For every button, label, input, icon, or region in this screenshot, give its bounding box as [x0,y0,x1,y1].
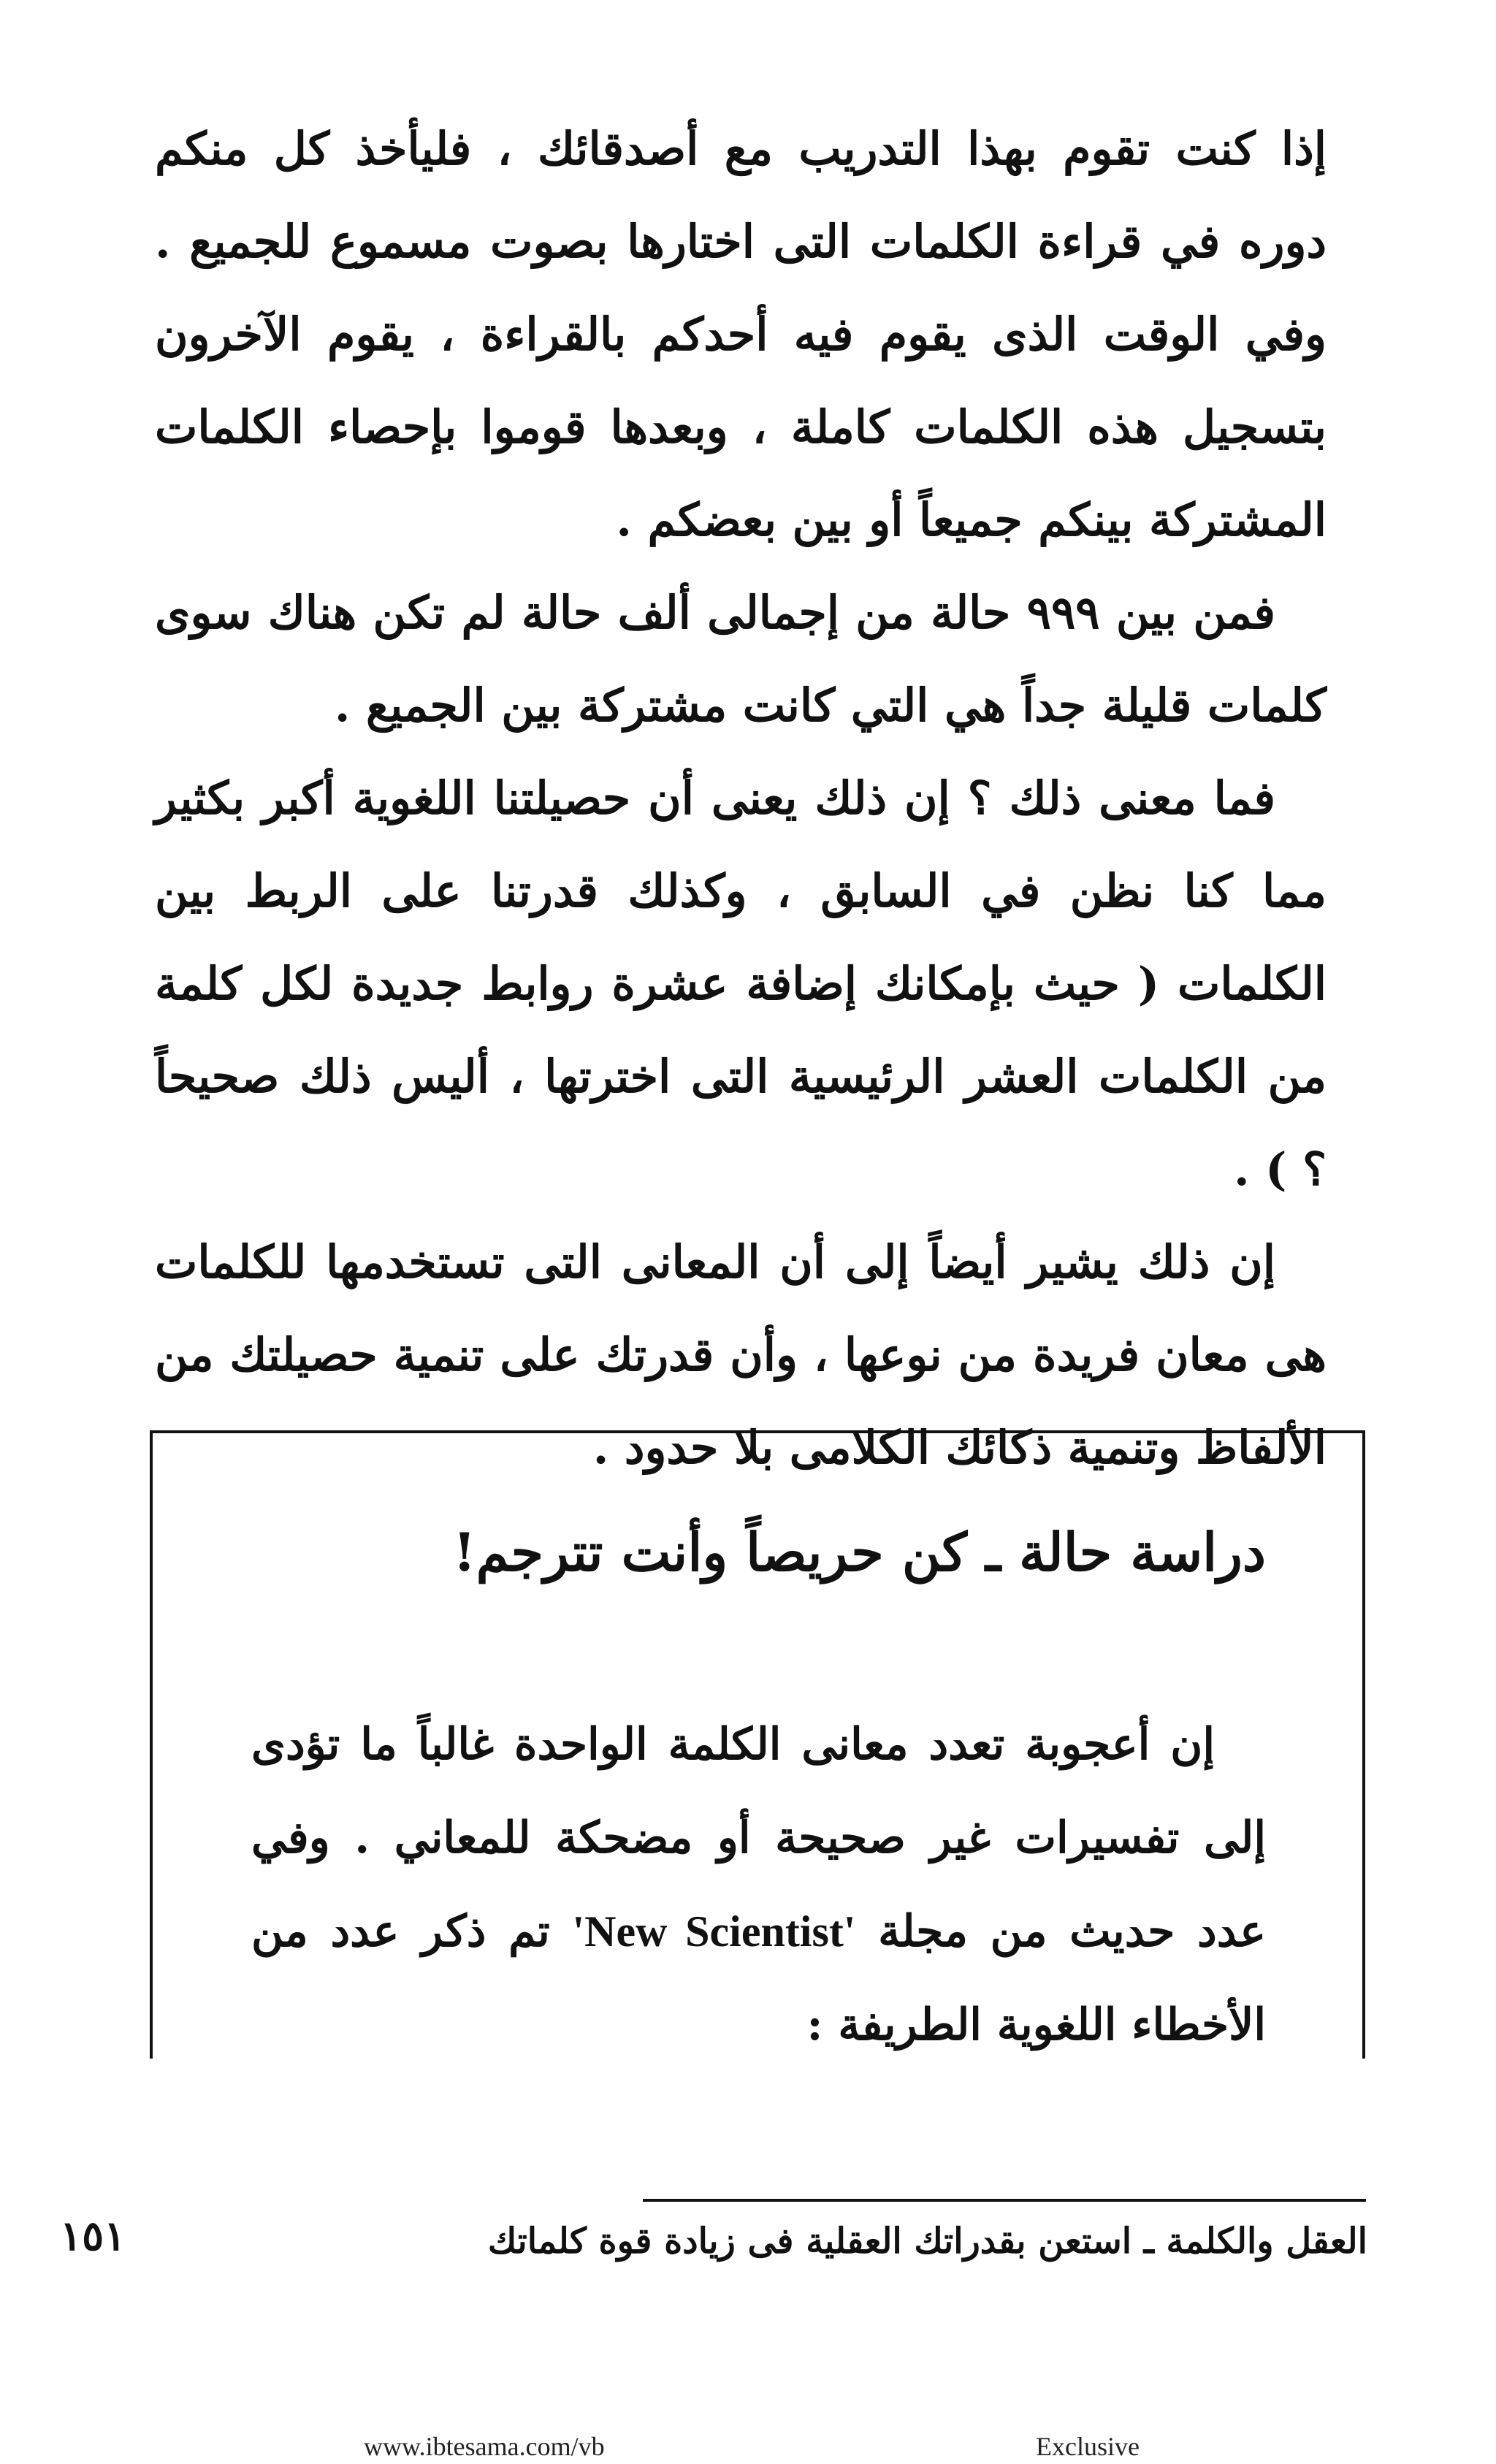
paragraph-2: فمن بين ٩٩٩ حالة من إجمالى ألف حالة لم تكن هناك سوى كلمات قليلة جداً هي التي كانت مشتركة بين الجميع . [155,586,1327,732]
magazine-name: 'New Scientist' [572,1907,856,1956]
paragraph-4: إن ذلك يشير أيضاً إلى أن المعانى التى تستخدمها للكلمات هى معان فريدة من نوعها ، وأن قدرتك على تنمية حصيلتك من الألفاظ وتنمية ذكائك الكلامى بلا حدود . [155,1235,1327,1474]
case-study-paragraph [251,1698,1266,2072]
page-body [155,102,1327,1494]
case-study-box [150,1430,1365,2059]
running-footer-title: العقل والكلمة ـ استعن بقدراتك العقلية فى زيادة قوة كلماتك [487,2221,1367,2262]
case-study-text [251,1698,1266,2072]
case-study-title: دراسة حالة ـ كن حريصاً وأنت تترجم! [452,1521,1266,1583]
case-study-text-before: إن أعجوبة تعدد معانى الكلمة الواحدة غالباً ما تؤدى إلى تفسيرات غير صحيحة أو مضحكة للمعاني . وفي عدد حديث من مجلة [251,1719,1266,1957]
source-url: www.ibtesama.com/vb [364,2432,605,2461]
paragraph-1: إذا كنت تقوم بهذا التدريب مع أصدقائك ، فليأخذ كل منكم دوره في قراءة الكلمات التى اختارها بصوت مسموع للجميع . وفي الوقت الذى يقوم فيه أحدكم بالقراءة ، يقوم الآخرون بتسجيل هذه الكلمات كاملة ، وبعدها قوموا بإحصاء الكلمات المشتركة بينكم جميعاً أو بين بعضكم . [155,122,1327,546]
paragraph-3: فما معنى ذلك ؟ إن ذلك يعنى أن حصيلتنا اللغوية أكبر بكثير مما كنا نظن في السابق ، وكذلك قدرتنا على الربط بين الكلمات ( حيث بإمكانك إضافة عشرة روابط جديدة لكل كلمة من الكلمات العشر الرئيسية التى اخترتها ، أليس ذلك صحيحاً ؟ ) . [155,771,1327,1196]
case-study-text-after: تم ذكر عدد من الأخطاء اللغوية الطريفة : [251,1906,1266,2051]
exclusive-label: Exclusive [1036,2432,1140,2461]
page-number: ١٥١ [60,2212,126,2260]
footer-divider [643,2199,1366,2202]
